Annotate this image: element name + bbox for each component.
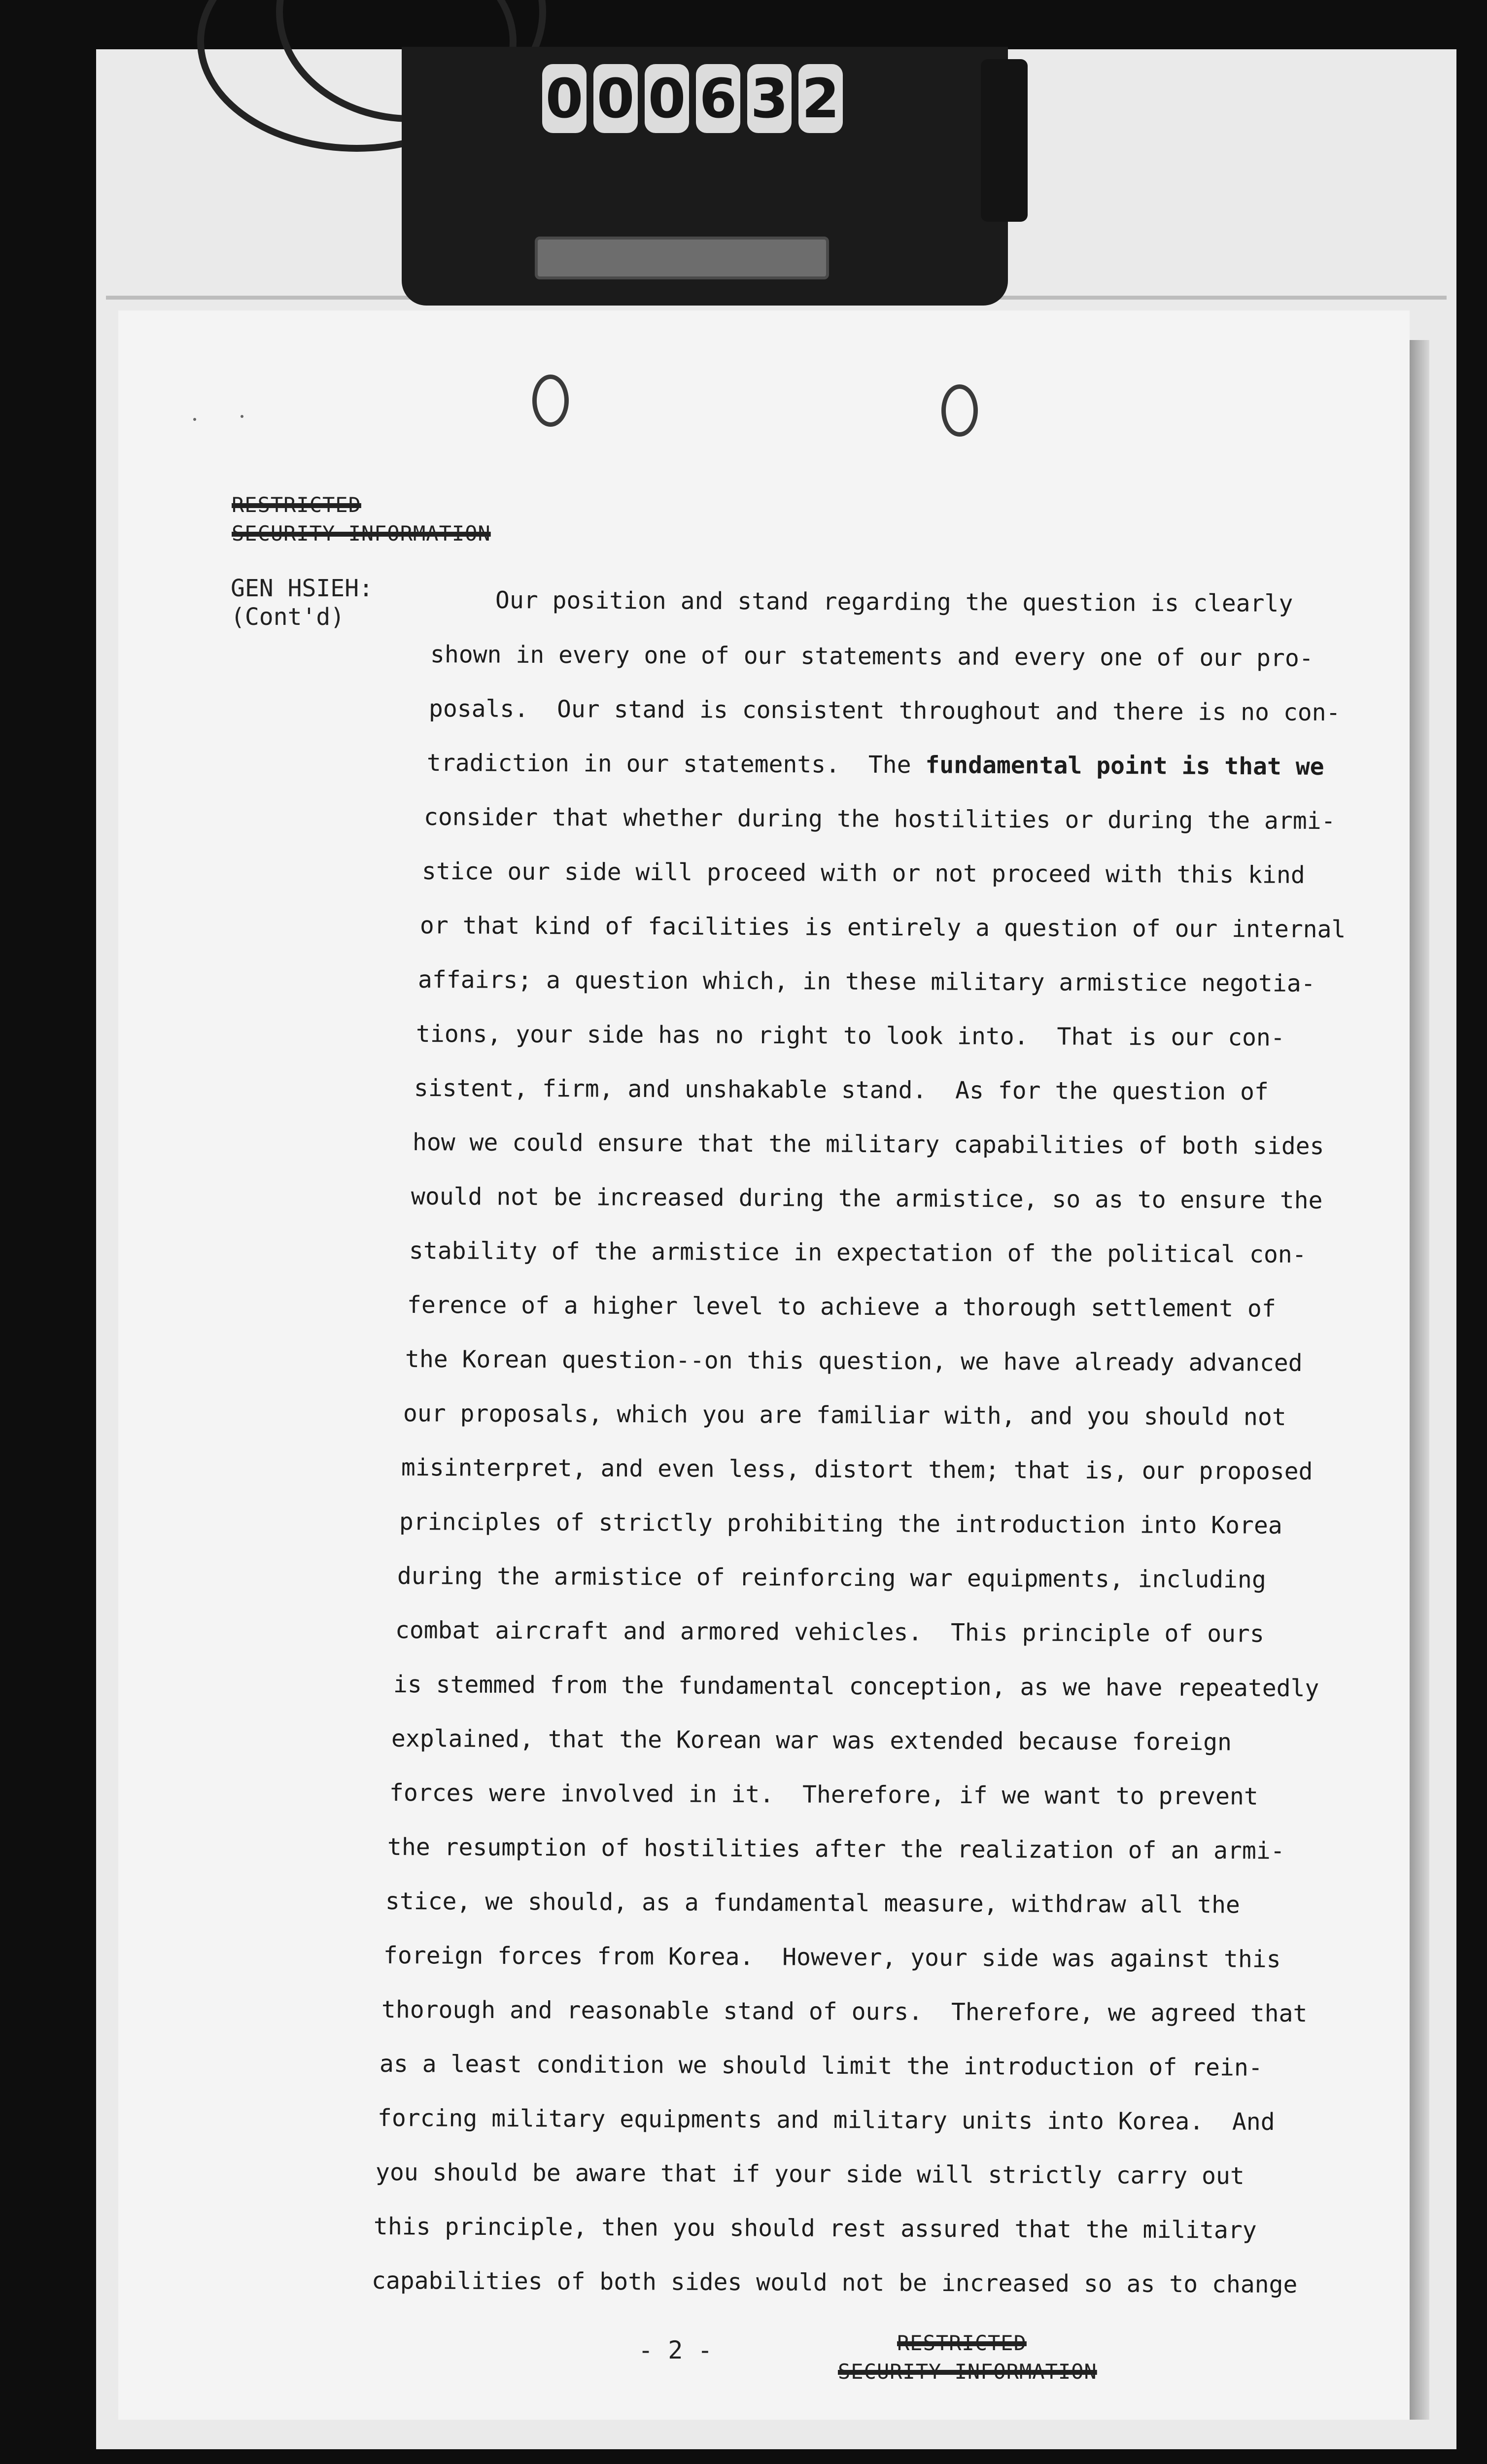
body-line: is stemmed from the fundamental conception, as we have repeatedly (393, 1671, 1319, 1703)
body-line: during the armistice of reinforcing war equipments, including (397, 1562, 1266, 1594)
body-line: the resumption of hostilities after the realization of an armi- (387, 1833, 1285, 1865)
body-line: affairs; a question which, in these military armistice negotia- (417, 966, 1315, 997)
body-line: explained, that the Korean war was extended because foreign (391, 1725, 1232, 1756)
page-number: - 2 - (638, 2336, 713, 2364)
body-line: consider that whether during the hostilities or during the armi- (423, 803, 1336, 835)
body-line: stice our side will proceed with or not proceed with this kind (421, 857, 1305, 889)
punch-hole (941, 384, 978, 437)
classification-stamp-footer-line1: RESTRICTED (897, 2331, 1027, 2355)
classification-stamp-header-line2: SECURITY INFORMATION (232, 521, 491, 546)
body-line: shown in every one of our statements and every one of our pro- (430, 641, 1314, 672)
body-line: tions, your side has no right to look into. That is our con- (415, 1020, 1285, 1052)
body-line: Our position and stand regarding the question is clearly (495, 586, 1293, 618)
body-line: or that kind of facilities is entirely a question of our internal (419, 912, 1346, 944)
body-line: posals. Our stand is consistent throughout and there is no con- (428, 695, 1341, 727)
body-line: our proposals, which you are familiar with, and you should not (403, 1400, 1286, 1431)
classification-stamp-footer-line2: SECURITY INFORMATION (838, 2360, 1097, 2384)
frame-counter (522, 62, 863, 136)
punch-hole (532, 375, 569, 427)
classification-stamp-header-line1: RESTRICTED (232, 493, 361, 517)
body-line: this principle, then you should rest assured that the military (373, 2213, 1257, 2244)
body-line: forcing military equipments and military units into Korea. And (377, 2104, 1275, 2136)
counter-digit: 3 (747, 64, 792, 133)
body-line: capabilities of both sides would not be increased so as to change (371, 2267, 1298, 2299)
body-line: the Korean question--on this question, we have already advanced (405, 1345, 1303, 1377)
body-line: misinterpret, and even less, distort them; that is, our proposed (401, 1454, 1313, 1486)
speaker-label (231, 574, 373, 631)
body-line: you should be aware that if your side will strictly carry out (375, 2158, 1245, 2190)
body-line: principles of strictly prohibiting the introduction into Korea (399, 1508, 1282, 1540)
body-line: stability of the armistice in expectation of the political con- (409, 1237, 1307, 1268)
counter-knob (981, 59, 1028, 222)
body-line: thorough and reasonable stand of ours. Therefore, we agreed that (381, 1996, 1308, 2028)
body-line: foreign forces from Korea. However, your side was against this (383, 1942, 1281, 1973)
body-line: combat aircraft and armored vehicles. This principle of ours (395, 1616, 1264, 1648)
body-line-text: tradiction in our statements. The (426, 749, 926, 779)
counter-digit: 6 (696, 64, 740, 133)
body-line: sistent, firm, and unshakable stand. As for the question of (414, 1074, 1269, 1106)
page-shadow (1410, 340, 1429, 2420)
speaker-name: GEN HSIEH: (231, 575, 373, 602)
speaker-continued: (Cont'd) (231, 603, 345, 631)
body-line (427, 749, 1324, 781)
body-line: how we could ensure that the military capabilities of both sides (412, 1129, 1324, 1161)
speck (193, 418, 196, 421)
counter-digit: 2 (798, 64, 843, 133)
body-line: would not be increased during the armistice, so as to ensure the (411, 1183, 1323, 1215)
body-line: stice, we should, as a fundamental measure, withdraw all the (385, 1887, 1241, 1919)
counter-digit: 0 (542, 64, 587, 133)
counter-digit: 0 (593, 64, 638, 133)
counter-digit: 0 (645, 64, 689, 133)
body-line: ference of a higher level to achieve a thorough settlement of (407, 1291, 1276, 1323)
counter-plate (535, 237, 829, 279)
body-line: as a least condition we should limit the introduction of rein- (379, 2050, 1263, 2082)
body-line: forces were involved in it. Therefore, if we want to prevent (389, 1779, 1258, 1811)
emphasized-phrase: fundamental point is that we (925, 751, 1324, 781)
speck (241, 415, 243, 418)
